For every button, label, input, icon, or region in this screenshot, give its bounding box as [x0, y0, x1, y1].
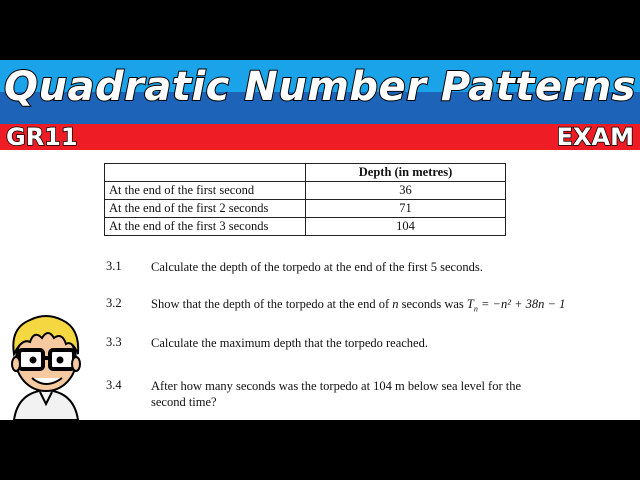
table-cell-label: At the end of the first second: [105, 182, 306, 200]
table-header-depth: Depth (in metres): [306, 164, 506, 182]
formula: [466, 297, 566, 314]
table-cell-label: At the end of the first 2 seconds: [105, 200, 306, 218]
exam-tag: EXAM: [556, 123, 634, 151]
table-header-empty: [105, 164, 306, 182]
question-text: Calculate the maximum depth that the torpedo reached.: [151, 336, 428, 350]
nerd-boy-icon: [0, 310, 92, 420]
depth-table: [104, 163, 506, 236]
formula-rhs: = −n² + 38n − 1: [477, 297, 566, 311]
title-banner: [0, 60, 640, 124]
formula-lhs: T: [466, 297, 474, 311]
question-number: 3.3: [106, 335, 122, 349]
question-text-part: Show that the depth of the torpedo at the end of: [151, 297, 393, 311]
question-number: 3.1: [106, 259, 122, 273]
grade-tag: GR11: [6, 123, 78, 151]
question-number: 3.2: [106, 296, 122, 310]
question-text: Calculate the depth of the torpedo at the end of the first 5 seconds.: [151, 260, 483, 274]
table-cell-value: 71: [306, 200, 506, 218]
table-row: [105, 182, 506, 200]
table-cell-value: 104: [306, 218, 506, 236]
banner-title: Quadratic Number Patterns: [4, 64, 636, 110]
grade-bar: [0, 124, 640, 150]
variable-n: n: [392, 297, 399, 311]
question-text: [151, 296, 571, 318]
formula-subscript: n: [473, 304, 478, 314]
video-frame: [0, 60, 640, 420]
question-number: 3.4: [106, 378, 122, 392]
table-cell-value: 36: [306, 182, 506, 200]
table-header-row: [105, 164, 506, 182]
table-row: [105, 218, 506, 236]
table-cell-label: At the end of the first 3 seconds: [105, 218, 306, 236]
question-text-part: seconds was: [398, 297, 467, 311]
table-row: [105, 200, 506, 218]
question-text: After how many seconds was the torpedo at 104 m below sea level for the second time?: [151, 379, 522, 409]
